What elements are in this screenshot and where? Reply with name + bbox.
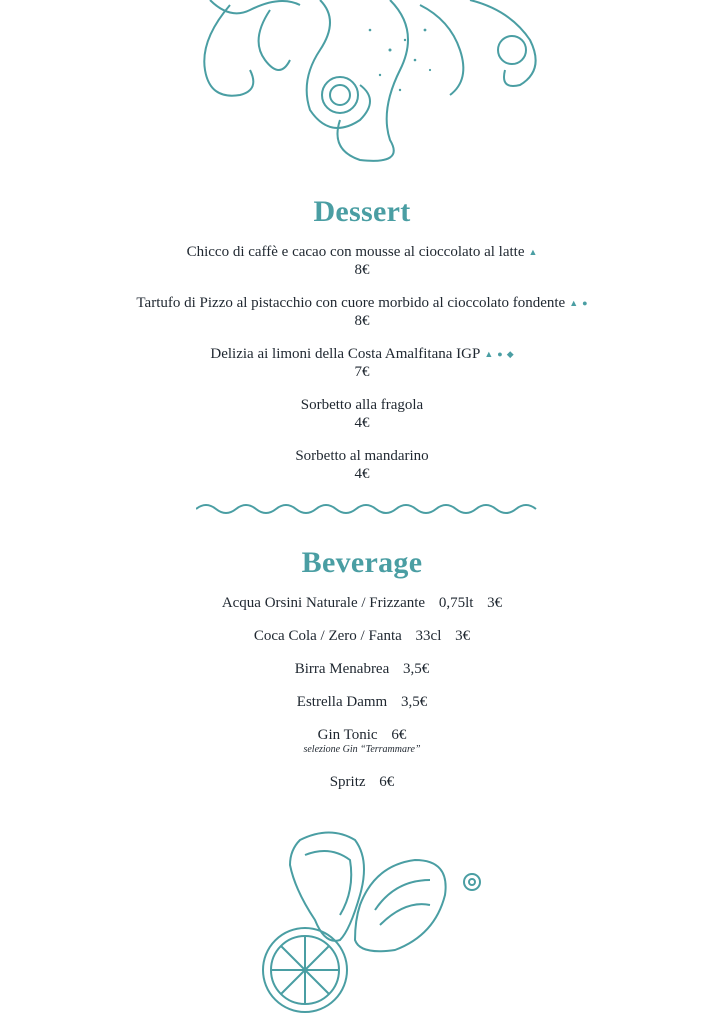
item-price: 3,5€ (400, 694, 428, 710)
item-name: Chicco di caffè e cacao con mousse al cioccolato al latte (186, 244, 525, 260)
menu-item (0, 243, 724, 279)
item-name: Estrella Damm (296, 694, 388, 710)
menu-item (0, 726, 724, 756)
octopus-illustration (190, 0, 550, 170)
item-name: Acqua Orsini Naturale / Frizzante (221, 595, 426, 611)
beverage-title: Beverage (301, 546, 423, 579)
item-name: Spritz (329, 774, 366, 790)
menu-item (0, 447, 724, 483)
item-name: Coca Cola / Zero / Fanta (253, 628, 402, 644)
item-name: Tartufo di Pizzo al pistacchio con cuore morbido al cioccolato fondente (136, 295, 566, 311)
item-name: Sorbetto alla fragola (300, 397, 424, 413)
wave-divider (196, 499, 540, 519)
milk-icon: ▲ (569, 298, 579, 308)
milk-icon: ▲ (528, 247, 538, 257)
nut-icon: ● (582, 298, 588, 308)
item-price: 8€ (354, 262, 370, 278)
item-price: 8€ (354, 313, 370, 329)
item-price: 4€ (354, 466, 370, 482)
gluten-icon: ◆ (506, 349, 514, 359)
item-price: 4€ (354, 415, 370, 431)
oyster-lemon-illustration (245, 820, 495, 1020)
menu-item (0, 660, 724, 678)
item-note: selezione Gin “Terrammare” (303, 744, 421, 755)
item-price: 3€ (455, 628, 471, 644)
menu-item (0, 627, 724, 645)
item-price: 7€ (354, 364, 370, 380)
item-name: Gin Tonic (317, 727, 378, 743)
menu-item (0, 396, 724, 432)
item-size: 33cl (415, 628, 442, 644)
item-name: Delizia ai limoni della Costa Amalfitana IGP (210, 346, 481, 362)
milk-icon: ▲ (484, 349, 494, 359)
item-price: 3€ (487, 595, 503, 611)
menu-item (0, 294, 724, 330)
menu-item (0, 693, 724, 711)
egg-icon: ● (497, 349, 503, 359)
menu-item (0, 773, 724, 791)
item-price: 6€ (391, 727, 407, 743)
dessert-title: Dessert (313, 195, 411, 228)
menu-item (0, 345, 724, 381)
item-size: 0,75lt (438, 595, 474, 611)
menu-item (0, 594, 724, 612)
item-price: 3,5€ (403, 661, 430, 677)
item-name: Sorbetto al mandarino (295, 448, 429, 464)
item-name: Birra Menabrea (294, 661, 390, 677)
item-price: 6€ (379, 774, 395, 790)
